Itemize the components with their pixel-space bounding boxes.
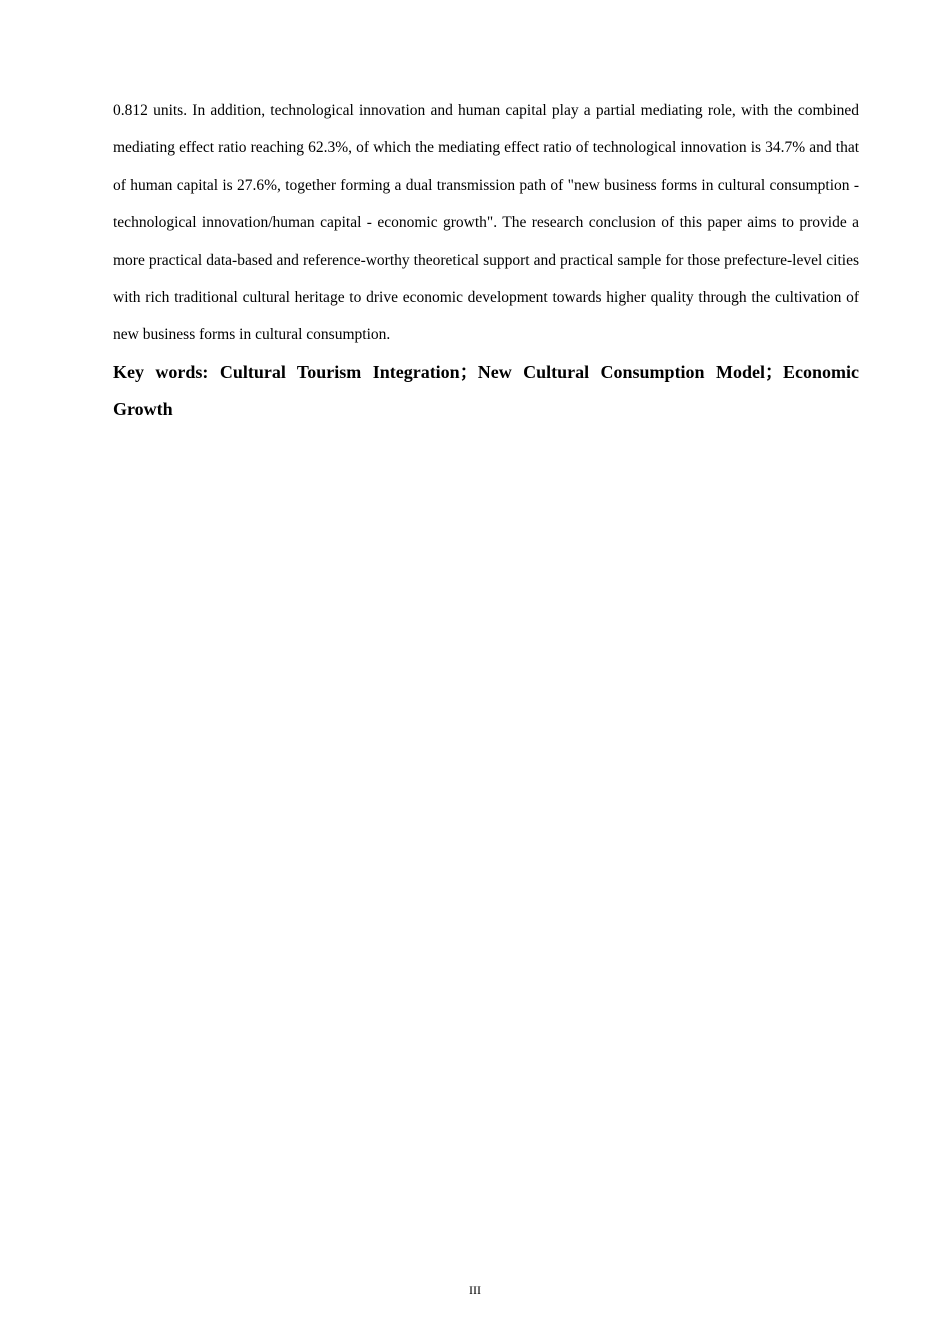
abstract-paragraph: 0.812 units. In addition, technological innovation and human capital play a partial mediating role, with the combined mediating effect ratio reaching 62.3%, of which the mediating effect ratio of technological innovation is 34.7% and that of human capital is 27.6%, together forming a dual transmission path of "new business forms in cultural consumption - technological innovation/human capital - economic growth". The research conclusion of this paper aims to provide a more practical data-based and reference-worthy theoretical support and practical sample for those prefecture-level cities with rich traditional cultural heritage to drive economic development towards higher quality through the cultivation of new business forms in cultural consumption.	[113, 102, 859, 344]
keywords-line	[113, 354, 859, 428]
keyword-item: New Cultural Consumption Model	[477, 361, 765, 382]
keywords-label: Key words:	[113, 361, 220, 382]
keyword-item: Cultural Tourism Integration	[219, 361, 460, 382]
page-content	[113, 92, 859, 428]
keyword-separator: ；	[459, 361, 478, 382]
keyword-item: Economic Growth	[113, 361, 859, 419]
keyword-separator: ；	[764, 361, 783, 382]
page-number: III	[469, 1283, 481, 1297]
